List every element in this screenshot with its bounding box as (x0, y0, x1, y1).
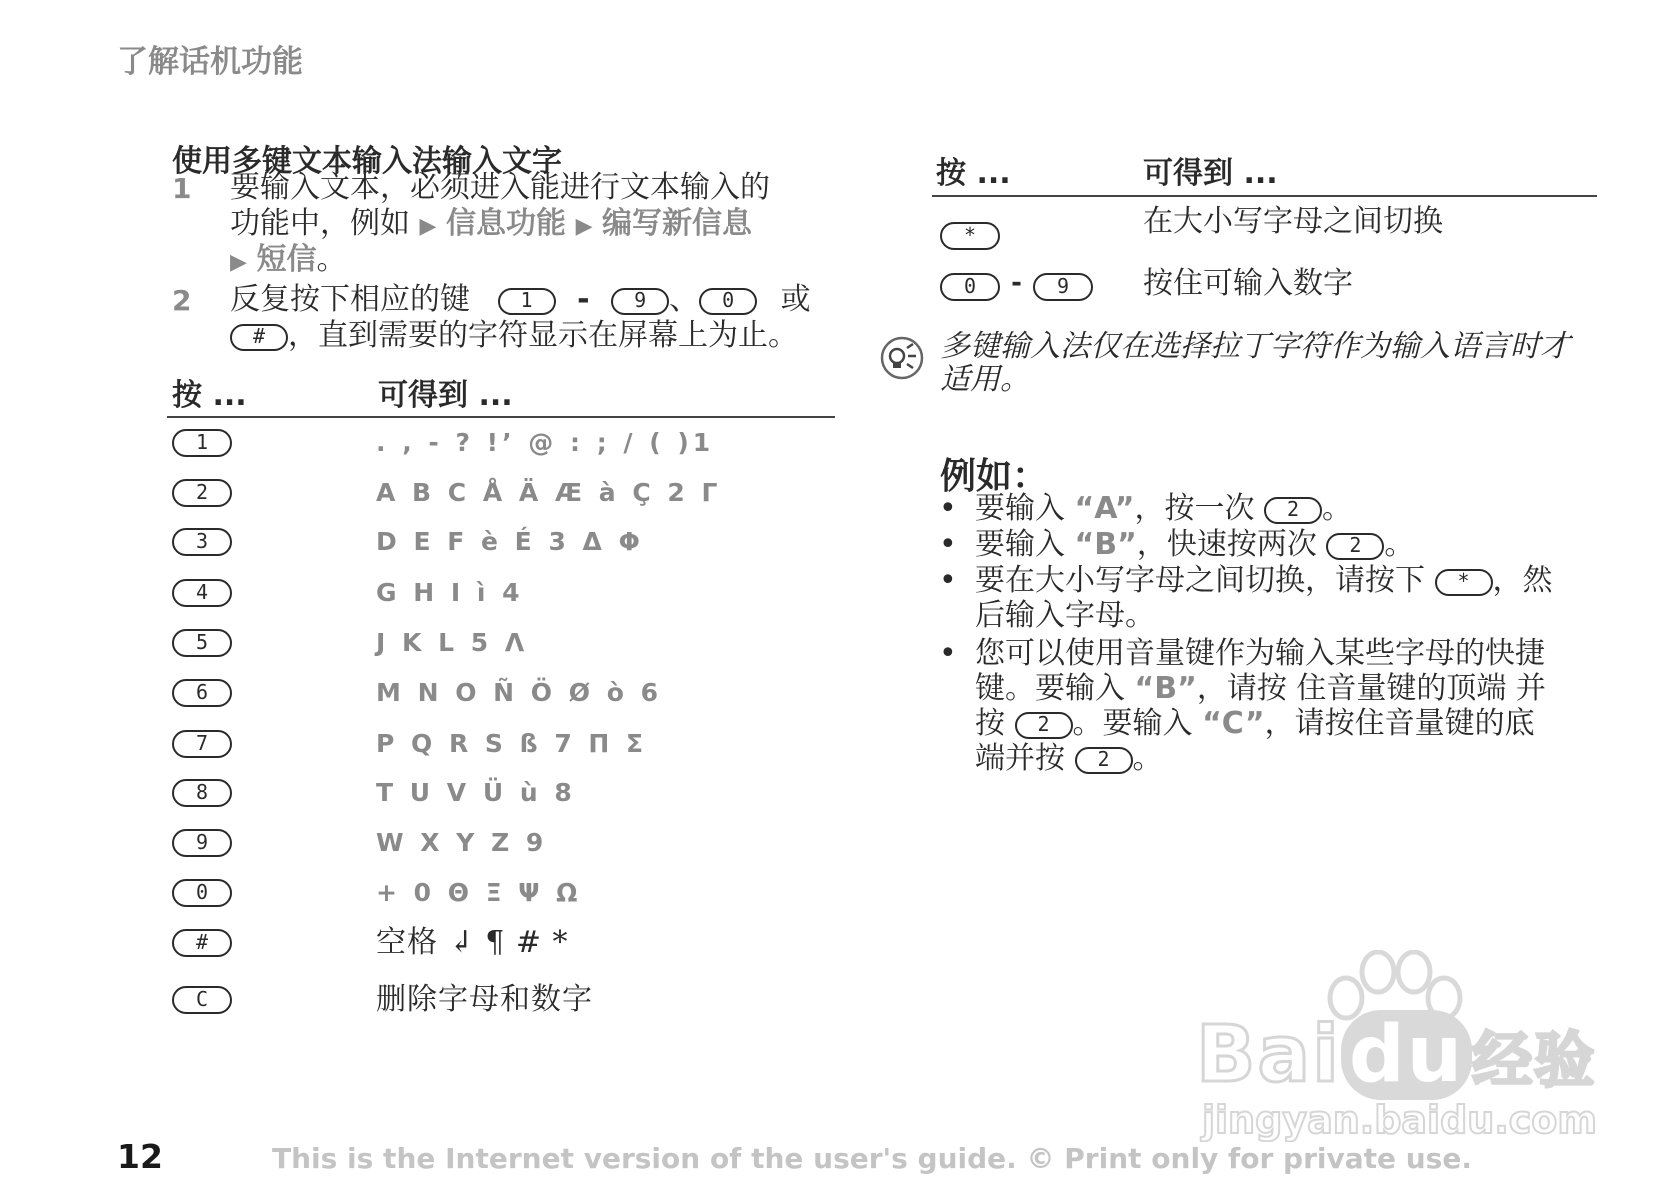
key-c-icon: C (172, 986, 232, 1014)
key-star-icon: * (940, 222, 1000, 250)
table-row-chars: P Q R S ß 7 Π Σ (376, 729, 648, 758)
right-col-press: 按 ... (936, 156, 1011, 191)
table-row-chars: 删除字母和数字 (376, 982, 593, 1017)
bullet-line (975, 706, 1546, 741)
left-col-press: 按 ... (172, 378, 247, 413)
watermark-brand-cn: 经验 (1472, 1026, 1597, 1096)
table-row-chars: . , - ? !’ @ : ; / ( )1 (376, 428, 715, 457)
bullet-text: 键。要输入 (975, 671, 1125, 706)
step-2-text: 反复按下相应的键 (230, 282, 470, 317)
table-row (172, 423, 772, 463)
table-row (172, 522, 772, 562)
step-2-or: 或 (780, 282, 811, 317)
example-heading: 例如： (940, 456, 1049, 497)
bullet-text: ，然 (1492, 563, 1553, 598)
list-separator: 、 (669, 282, 700, 317)
step-1-period: 。 (316, 242, 347, 277)
bullet-text: 后输入字母。 (975, 598, 1155, 633)
section-title: 了解话机功能 (117, 44, 303, 80)
step-2-line-1 (230, 282, 811, 318)
right-table-rule (932, 195, 1597, 197)
step-1-text: 功能中，例如 (230, 206, 410, 241)
table-row (940, 222, 1000, 250)
quoted-letter: “B” (1134, 671, 1197, 706)
bullet-text: ，请按住音量键的底 (1264, 706, 1535, 741)
table-row (172, 923, 772, 963)
bullet-text: 。要输入 (1072, 706, 1193, 741)
key-0-icon: 0 (699, 288, 757, 315)
bullet-line (975, 741, 1546, 776)
footer-notice: This is the Internet version of the user's guide. © Print only for private use. (272, 1142, 1472, 1175)
table-row (172, 724, 772, 764)
key-7-icon: 7 (172, 730, 232, 758)
key-5-icon: 5 (172, 629, 232, 657)
bullet-text: 。 (1322, 491, 1352, 526)
table-row (172, 773, 772, 813)
bullet-text: ，请按 住音量键的顶端 并 (1196, 671, 1546, 706)
note-line-2: 适用。 (940, 362, 1030, 397)
bullet-icon: • (939, 491, 957, 526)
table-row-chars: 空格 ↲ ¶ # * (376, 925, 569, 960)
bullet-text: 端并按 (975, 741, 1065, 776)
watermark-url: jingyan.baidu.com (1202, 1098, 1597, 1142)
key-4-icon: 4 (172, 579, 232, 607)
range-dash: - (1011, 268, 1022, 298)
key-2-icon: 2 (172, 479, 232, 507)
list-item (939, 527, 1415, 562)
step-1-number: 1 (172, 172, 192, 205)
bullet-icon: • (939, 563, 957, 598)
key-2-icon: 2 (1264, 497, 1322, 524)
table-row-chars: M N O Ñ Ö Ø ò 6 (376, 678, 662, 707)
table-row-chars: A B C Å Ä Æ à Ç 2 Γ (376, 478, 722, 507)
key-9-icon: 9 (172, 829, 232, 857)
table-row (172, 473, 772, 513)
bullet-text: ，按一次 (1134, 491, 1255, 526)
key-2-icon: 2 (1015, 712, 1073, 739)
table-row (172, 980, 772, 1020)
table-row (172, 873, 772, 913)
note-line-1: 多键输入法仅在选择拉丁字符作为输入语言时才 (940, 329, 1570, 364)
table-row (172, 673, 772, 713)
key-9-icon: 9 (1033, 273, 1093, 301)
table-row-chars: + 0 Θ Ξ Ψ Ω (376, 878, 582, 907)
bullet-text: 要输入 (975, 491, 1065, 526)
bullet-text: 按 (975, 706, 1005, 741)
key-6-icon: 6 (172, 679, 232, 707)
bullet-text: 要在大小写字母之间切换，请按下 (975, 563, 1425, 598)
menu-path-messaging: 信息功能 (446, 206, 567, 241)
table-row (172, 573, 772, 613)
key-1-icon: 1 (498, 288, 556, 315)
key-star-icon: * (1435, 569, 1493, 596)
table-row-chars: G H I ì 4 (376, 578, 524, 607)
menu-path-write-new: 编写新信息 (602, 206, 753, 241)
table-row-chars: T U V Ü ù 8 (376, 778, 576, 807)
bullet-text: ，快速按两次 (1136, 527, 1317, 562)
table-row (940, 268, 1093, 301)
table-row-chars: J K L 5 Λ (376, 628, 529, 657)
watermark-brand-text-2: du (1341, 1010, 1472, 1100)
step-2-text-2: ，直到需要的字符显示在屏幕上为止。 (288, 318, 798, 353)
watermark-brand (1196, 1010, 1596, 1100)
table-row-chars: D E F è É 3 Δ Φ (376, 527, 644, 556)
table-row (172, 823, 772, 863)
key-0-icon: 0 (172, 879, 232, 907)
left-table-rule (167, 416, 835, 418)
right-row-1-desc: 在大小写字母之间切换 (1143, 204, 1443, 239)
list-item (939, 563, 1553, 633)
list-item (939, 636, 1546, 776)
step-1-line-1: 要输入文本，必须进入能进行文本输入的 (230, 170, 770, 205)
range-dash: - (577, 282, 590, 317)
list-item (939, 491, 1352, 526)
key-hash-icon: # (172, 929, 232, 957)
quoted-letter: “B” (1074, 527, 1137, 562)
bullet-text: 。 (1384, 527, 1415, 562)
left-col-get: 可得到 ... (378, 378, 513, 413)
tip-icon (880, 336, 924, 380)
key-3-icon: 3 (172, 528, 232, 556)
bullet-text: 要输入 (975, 527, 1065, 562)
left-heading: 使用多键文本输入法输入文字 (172, 144, 562, 179)
key-hash-icon: # (230, 324, 288, 351)
key-9-icon: 9 (611, 288, 669, 315)
note-text (940, 330, 1570, 396)
right-col-get: 可得到 ... (1143, 156, 1278, 191)
step-1-line-2 (230, 206, 752, 245)
key-2-icon: 2 (1326, 533, 1384, 560)
bullet-text: 您可以使用音量键作为输入某些字母的快捷 (975, 636, 1545, 671)
arrow-right-icon: ▶ (230, 250, 247, 275)
quoted-letter: “C” (1202, 706, 1265, 741)
arrow-right-icon: ▶ (575, 214, 593, 239)
table-row (172, 623, 772, 663)
step-2-line-2 (230, 318, 798, 354)
right-row-2-desc: 按住可输入数字 (1143, 266, 1353, 301)
watermark (1196, 950, 1596, 1140)
bullet-icon: • (939, 636, 957, 671)
key-0-icon: 0 (940, 273, 1000, 301)
table-row-chars: W X Y Z 9 (376, 828, 548, 857)
arrow-right-icon: ▶ (419, 214, 437, 239)
step-1-line-3 (230, 242, 346, 281)
bullet-text: 。 (1132, 741, 1163, 776)
menu-path-sms: 短信 (256, 242, 317, 277)
key-8-icon: 8 (172, 779, 232, 807)
bullet-icon: • (939, 527, 957, 562)
watermark-brand-text: Bai (1196, 1010, 1341, 1100)
key-1-icon: 1 (172, 429, 232, 457)
page-number: 12 (117, 1137, 163, 1176)
bullet-line (975, 671, 1546, 706)
step-2-number: 2 (172, 284, 192, 317)
quoted-letter: “A” (1074, 491, 1135, 526)
key-2-icon: 2 (1075, 747, 1133, 774)
